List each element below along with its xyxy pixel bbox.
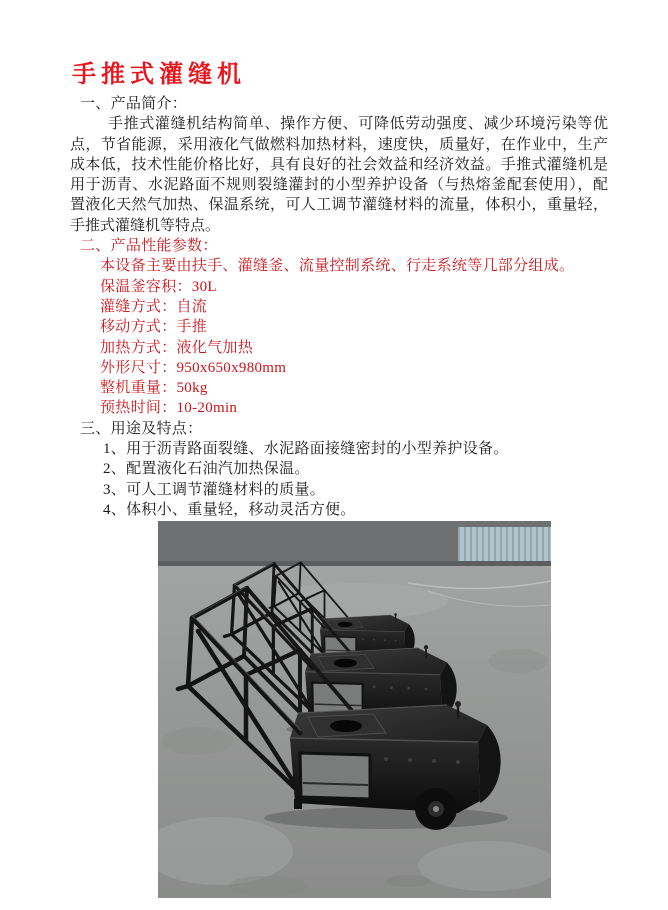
product-photo-illustration bbox=[158, 521, 551, 898]
intro-line: 手推式灌缝机结构简单、操作方便、可降低劳动强度、减少环境污染等优 bbox=[108, 116, 608, 133]
product-photo bbox=[158, 521, 551, 898]
spec-item: 灌缝方式：自流 bbox=[100, 298, 208, 315]
feature-item: 4、体积小、重量轻，移动灵活方便。 bbox=[103, 501, 356, 518]
back-wall bbox=[158, 521, 551, 566]
feature-item: 2、配置液化石油汽加热保温。 bbox=[103, 461, 310, 478]
intro-line: 用于沥青、水泥路面不规则裂缝灌封的小型养护设备（与热熔釜配套使用），配 bbox=[70, 177, 608, 194]
spec-item: 移动方式：手推 bbox=[100, 319, 208, 336]
page-title: 手推式灌缝机 bbox=[72, 62, 246, 88]
intro-line: 成本低，技术性能价格比好，具有良好的社会效益和经济效益。手推式灌缝机是 bbox=[70, 156, 608, 173]
spec-item: 加热方式：液化气加热 bbox=[100, 339, 254, 356]
specs-heading: 二、产品性能参数： bbox=[80, 238, 218, 255]
specs-summary: 本设备主要由扶手、灌缝釜、流量控制系统、行走系统等几部分组成。 bbox=[100, 258, 575, 275]
spec-item: 外形尺寸：950x650x980mm bbox=[100, 359, 287, 376]
feature-item: 1、用于沥青路面裂缝、水泥路面接缝密封的小型养护设备。 bbox=[103, 441, 509, 458]
intro-heading: 一、产品简介： bbox=[80, 96, 188, 112]
intro-line: 置液化天然气加热、保温系统，可人工调节灌缝材料的流量，体积小，重量轻， bbox=[70, 197, 608, 214]
features-heading: 三、用途及特点： bbox=[80, 420, 203, 437]
spec-item: 保温釜容积：30L bbox=[100, 278, 217, 295]
spec-item: 预热时间：10-20min bbox=[100, 400, 238, 417]
spec-item: 整机重量：50kg bbox=[100, 380, 208, 397]
document-body bbox=[0, 94, 668, 520]
feature-item: 3、可人工调节灌缝材料的质量。 bbox=[103, 481, 326, 498]
intro-line: 手推式灌缝机等特点。 bbox=[70, 217, 221, 234]
intro-line: 点，节省能源，采用液化气做燃料加热材料，速度快，质量好，在作业中，生产 bbox=[70, 136, 608, 153]
